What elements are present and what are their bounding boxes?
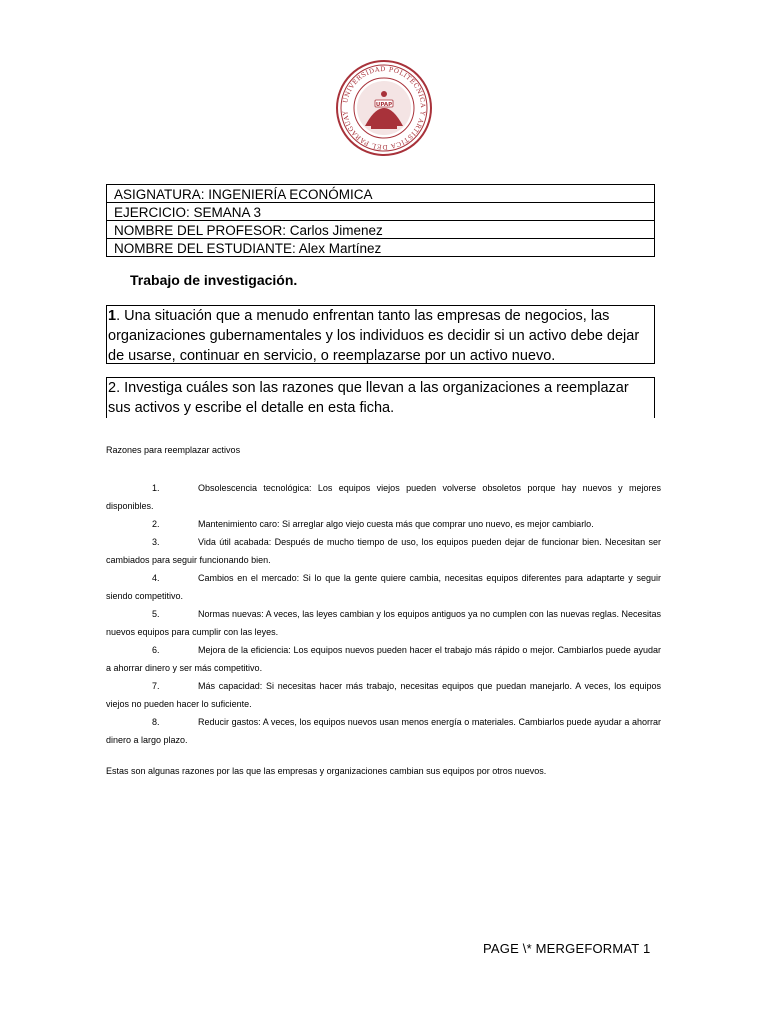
- closing-paragraph: Estas son algunas razones por las que las empresas y organizaciones cambian sus equipos por otros nuevos.: [106, 766, 547, 776]
- course-info-table: [106, 184, 655, 257]
- list-item-number: 4.: [152, 573, 160, 583]
- list-item-number: 7.: [152, 681, 160, 691]
- list-item: [106, 479, 661, 515]
- subject-cell: ASIGNATURA: INGENIERÍA ECONÓMICA: [107, 185, 655, 203]
- university-seal-logo: [335, 50, 433, 166]
- question-2-box: [106, 377, 655, 418]
- list-item-number: 2.: [152, 519, 160, 529]
- list-item: [106, 533, 661, 569]
- list-item-text: Reducir gastos: A veces, los equipos nuevos usan menos energía o materiales. Cambiarlos puede ayudar a ahorrar dinero a largo plazo.: [106, 717, 661, 745]
- student-cell: NOMBRE DEL ESTUDIANTE: Alex Martínez: [107, 239, 655, 257]
- svg-text:UPAP: UPAP: [375, 102, 393, 108]
- question-2-text: 2. Investiga cuáles son las razones que llevan a las organizaciones a reemplazar sus activos y escribe el detalle en esta ficha.: [108, 380, 629, 416]
- svg-text:UNIVERSIDAD POLITÉCNICA Y ARTÍ: UNIVERSIDAD POLITÉCNICA Y ARTÍSTICA DEL PARAGUAY: [342, 65, 427, 151]
- list-item: [106, 641, 661, 677]
- list-item-text: Obsolescencia tecnológica: Los equipos viejos pueden volverse obsoletos porque hay nuevos y mejores disponibles.: [106, 483, 661, 511]
- table-row: [107, 185, 655, 203]
- reasons-list: [106, 479, 661, 749]
- question-1-box: [106, 305, 655, 364]
- question-1-number: 1: [108, 308, 117, 324]
- list-item-number: 1.: [152, 483, 160, 493]
- professor-cell: NOMBRE DEL PROFESOR: Carlos Jimenez: [107, 221, 655, 239]
- list-item-text: Cambios en el mercado: Si lo que la gente quiere cambia, necesitas equipos diferentes para adaptarte y seguir siendo competitivo.: [106, 573, 661, 601]
- list-item: [106, 515, 661, 533]
- list-item-text: Mejora de la eficiencia: Los equipos nuevos pueden hacer el trabajo más rápido o mejor. Cambiarlos puede ayudar a ahorrar dinero y ser más competitivo.: [106, 645, 661, 673]
- page-footer-field: PAGE \* MERGEFORMAT 1: [483, 941, 651, 956]
- question-1-text: [108, 306, 654, 366]
- list-item: [106, 713, 661, 749]
- list-item: [106, 677, 661, 713]
- list-item-text: Más capacidad: Si necesitas hacer más trabajo, necesitas equipos que puedan manejarlo. A veces, los equipos viejos no pueden hacer lo suficiente.: [106, 681, 661, 709]
- section-title: Trabajo de investigación.: [130, 272, 298, 288]
- table-row: [107, 239, 655, 257]
- list-item-text: Normas nuevas: A veces, las leyes cambian y los equipos antiguos ya no cumplen con las nuevas reglas. Necesitas nuevos equipos para cumplir con las leyes.: [106, 609, 661, 637]
- list-item: [106, 605, 661, 641]
- reasons-heading: Razones para reemplazar activos: [106, 445, 241, 455]
- table-row: [107, 203, 655, 221]
- list-item-number: 3.: [152, 537, 160, 547]
- exercise-cell: EJERCICIO: SEMANA 3: [107, 203, 655, 221]
- list-item-text: Vida útil acabada: Después de mucho tiempo de uso, los equipos pueden dejar de funcionar bien. Necesitan ser cambiados para seguir funcionando bien.: [106, 537, 661, 565]
- list-item: [106, 569, 661, 605]
- list-item-number: 5.: [152, 609, 160, 619]
- list-item-number: 6.: [152, 645, 160, 655]
- list-item-number: 8.: [152, 717, 160, 727]
- list-item-text: Mantenimiento caro: Si arreglar algo viejo cuesta más que comprar uno nuevo, es mejor cambiarlo.: [198, 519, 594, 529]
- question-1-body: . Una situación que a menudo enfrentan tanto las empresas de negocios, las organizaciones gubernamentales y los individuos es decidir si un activo debe dejar de usarse, continuar en servicio, o reemplazarse por un activo nuevo.: [108, 308, 640, 364]
- table-row: [107, 221, 655, 239]
